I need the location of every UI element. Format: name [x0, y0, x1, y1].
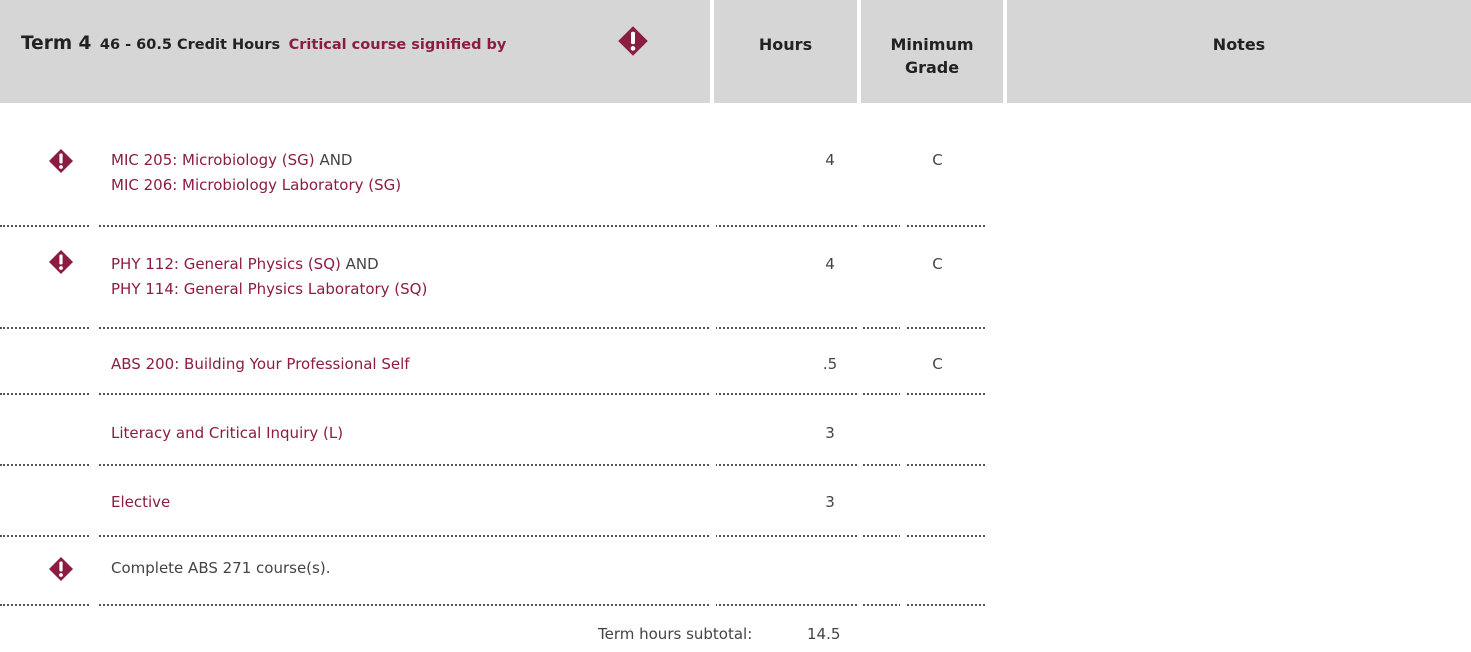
course-cell	[111, 252, 427, 302]
credit-hours-range: 46 - 60.5 Credit Hours	[99, 37, 281, 53]
course-cell	[111, 556, 330, 581]
table-row	[0, 421, 985, 451]
table-row	[0, 145, 985, 205]
course-cell	[111, 421, 343, 446]
term-name: Term 4	[21, 33, 92, 54]
critical-course-legend: Critical course signified by	[288, 37, 507, 53]
term-table-header	[0, 0, 1471, 103]
and-connector: AND	[319, 151, 353, 169]
grade-header-cell	[861, 0, 1003, 103]
grade-value: C	[932, 255, 943, 273]
row-divider	[0, 327, 985, 329]
hours-column-header: Hours	[758, 35, 813, 54]
term-hours-subtotal-value: 14.5	[807, 625, 841, 643]
hours-value: .5	[822, 355, 838, 373]
grade-value: C	[932, 151, 943, 169]
course-link[interactable]: ABS 200: Building Your Professional Self	[111, 355, 410, 373]
hours-value: 3	[825, 424, 835, 442]
critical-course-icon	[48, 148, 74, 174]
course-cell	[111, 148, 401, 198]
term-hours-subtotal-label: Term hours subtotal:	[598, 625, 753, 643]
hours-value: 3	[825, 493, 835, 511]
course-cell	[111, 490, 170, 515]
critical-course-icon	[617, 25, 649, 57]
term-header-cell	[0, 0, 710, 103]
course-link[interactable]: Elective	[111, 493, 171, 511]
grade-value: C	[932, 355, 943, 373]
minimum-grade-column-header: Minimum Grade	[890, 35, 974, 77]
critical-course-icon	[48, 556, 74, 582]
table-row	[0, 556, 985, 586]
row-divider	[0, 225, 985, 227]
row-divider	[0, 604, 985, 606]
critical-course-icon	[48, 249, 74, 275]
table-row	[0, 350, 985, 380]
notes-header-cell	[1007, 0, 1471, 103]
row-divider	[0, 535, 985, 537]
notes-column-header: Notes	[1212, 35, 1266, 54]
course-cell	[111, 352, 410, 377]
course-link[interactable]: MIC 206: Microbiology Laboratory (SG)	[111, 176, 402, 194]
row-divider	[0, 393, 985, 395]
course-link[interactable]: Literacy and Critical Inquiry (L)	[111, 424, 344, 442]
hours-value: 4	[825, 151, 835, 169]
hours-value: 4	[825, 255, 835, 273]
term-title	[21, 33, 506, 54]
course-requirement-text: Complete ABS 271 course(s).	[111, 559, 331, 577]
table-row	[0, 249, 985, 309]
course-link[interactable]: PHY 112: General Physics (SQ)	[111, 255, 341, 273]
course-link[interactable]: MIC 205: Microbiology (SG)	[111, 151, 315, 169]
and-connector: AND	[345, 255, 379, 273]
hours-header-cell	[714, 0, 857, 103]
course-link[interactable]: PHY 114: General Physics Laboratory (SQ)	[111, 280, 428, 298]
row-divider	[0, 464, 985, 466]
table-row	[0, 490, 985, 520]
